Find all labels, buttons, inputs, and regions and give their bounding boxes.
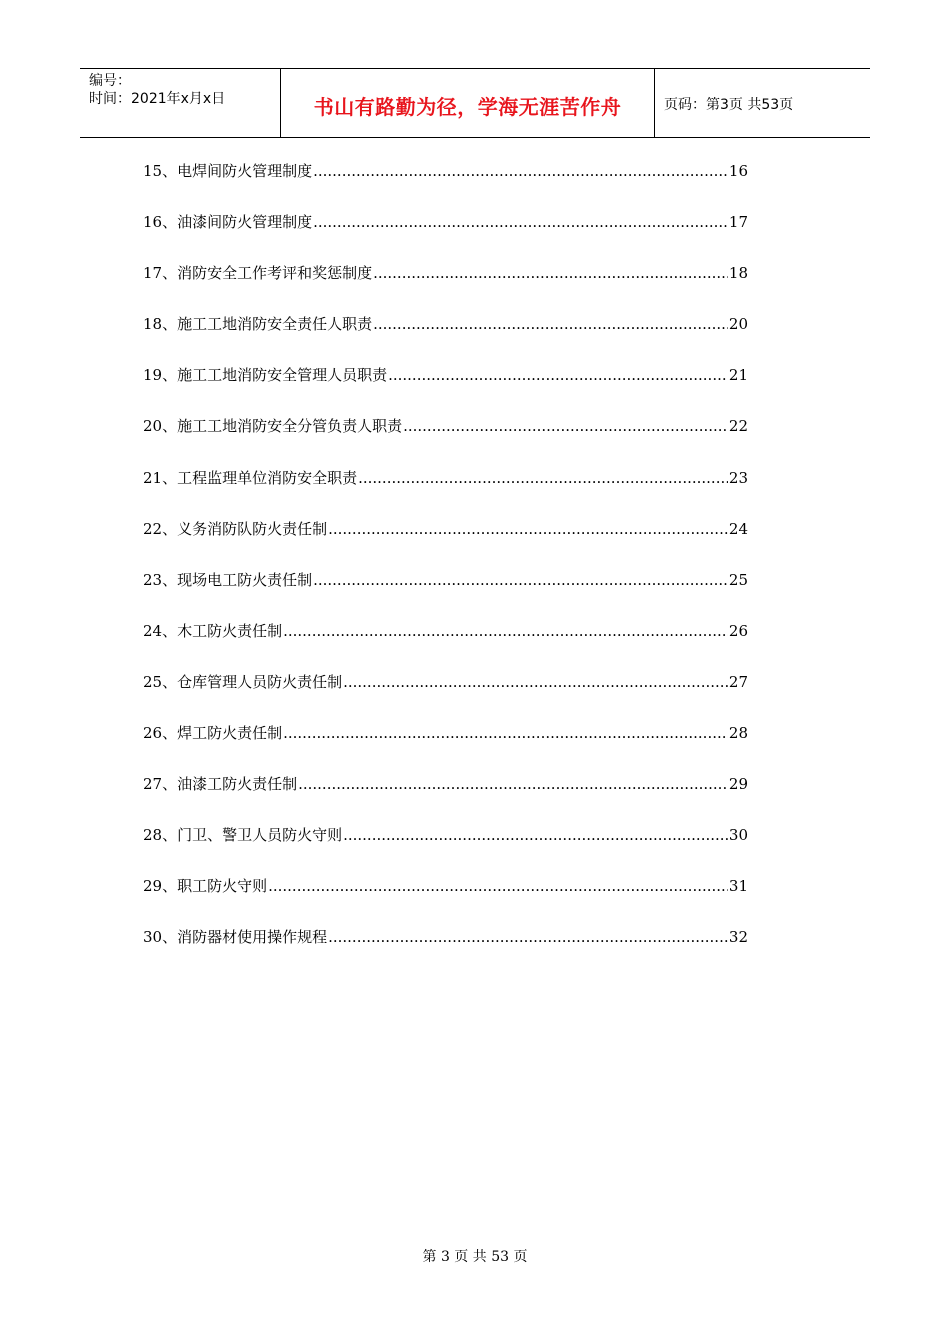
- toc-entry-page: 27: [728, 672, 748, 691]
- toc-entry[interactable]: [143, 518, 748, 569]
- toc-entry[interactable]: [143, 160, 748, 211]
- toc-entry[interactable]: [143, 824, 748, 875]
- toc-dot-leader: [373, 313, 728, 335]
- toc-entry-page: 22: [728, 417, 748, 436]
- toc-entry[interactable]: [143, 926, 748, 977]
- toc-entry-page: 29: [728, 775, 748, 794]
- toc-entry-page: 16: [728, 162, 748, 180]
- toc-entry-page: 30: [728, 826, 748, 845]
- toc-entry-title: 21、工程监理单位消防安全职责: [143, 468, 358, 487]
- toc-entry-title: 22、义务消防队防火责任制: [143, 519, 328, 538]
- header-page-cell: [655, 69, 870, 137]
- header-page-code: 页码：第3页 共53页: [664, 97, 794, 113]
- toc-entry-title: 28、门卫、警卫人员防火守则: [143, 826, 343, 845]
- toc-entry[interactable]: [143, 875, 748, 926]
- toc-dot-leader: [358, 467, 728, 489]
- toc-entry-title: 17、消防安全工作考评和奖惩制度: [143, 264, 373, 283]
- toc-entry-title: 15、电焊间防火管理制度: [143, 162, 313, 180]
- toc-entry[interactable]: [143, 313, 748, 364]
- toc-entry[interactable]: [143, 671, 748, 722]
- toc-dot-leader: [373, 262, 728, 284]
- toc-entry-title: 27、油漆工防火责任制: [143, 775, 298, 794]
- toc-entry-page: 31: [728, 877, 748, 896]
- toc-dot-leader: [343, 824, 728, 846]
- toc-entry-title: 24、木工防火责任制: [143, 621, 283, 640]
- toc-dot-leader: [313, 211, 728, 233]
- toc-entry-page: 25: [728, 570, 748, 589]
- toc-entry-title: 23、现场电工防火责任制: [143, 570, 313, 589]
- document-number-label: 编号：: [89, 73, 131, 89]
- toc-dot-leader: [283, 722, 728, 744]
- toc-dot-leader: [268, 875, 728, 897]
- toc-dot-leader: [328, 926, 728, 948]
- toc-entry-title: 18、施工工地消防安全责任人职责: [143, 315, 373, 334]
- page-header: [80, 68, 870, 138]
- toc-entry-page: 18: [728, 264, 748, 283]
- toc-entry-page: 26: [728, 621, 748, 640]
- toc-entry[interactable]: [143, 620, 748, 671]
- header-meta-cell: [80, 69, 281, 137]
- document-date: 时间：2021年x月x日: [89, 91, 226, 107]
- toc-dot-leader: [343, 671, 728, 693]
- toc-entry-title: 20、施工工地消防安全分管负责人职责: [143, 417, 403, 436]
- toc-entry[interactable]: [143, 722, 748, 773]
- toc-entry[interactable]: [143, 262, 748, 313]
- toc-dot-leader: [298, 773, 728, 795]
- toc-entry-page: 24: [728, 519, 748, 538]
- toc-entry-page: 20: [728, 315, 748, 334]
- toc-entry-title: 26、焊工防火责任制: [143, 724, 283, 743]
- toc-entry-page: 23: [728, 468, 748, 487]
- toc-dot-leader: [313, 160, 728, 182]
- page-footer: 第 3 页 共 53 页: [422, 1249, 528, 1265]
- toc-dot-leader: [313, 569, 728, 591]
- toc-dot-leader: [403, 415, 728, 437]
- toc-dot-leader: [283, 620, 728, 642]
- toc-dot-leader: [388, 364, 728, 386]
- header-motto: 书山有路勤为径，学海无涯苦作舟: [313, 95, 622, 119]
- toc-entry[interactable]: [143, 569, 748, 620]
- toc-entry-title: 29、职工防火守则: [143, 877, 268, 896]
- toc-entry[interactable]: [143, 211, 748, 262]
- toc-entry-page: 28: [728, 724, 748, 743]
- toc-entry-title: 30、消防器材使用操作规程: [143, 928, 328, 947]
- toc-entry[interactable]: [143, 415, 748, 466]
- header-motto-cell: [281, 69, 655, 137]
- table-of-contents: [143, 160, 748, 978]
- toc-entry-title: 25、仓库管理人员防火责任制: [143, 672, 343, 691]
- toc-entry[interactable]: [143, 467, 748, 518]
- toc-entry[interactable]: [143, 364, 748, 415]
- toc-entry-title: 19、施工工地消防安全管理人员职责: [143, 366, 388, 385]
- toc-entry-page: 17: [728, 213, 748, 232]
- toc-entry-page: 21: [728, 366, 748, 385]
- toc-entry-title: 16、油漆间防火管理制度: [143, 213, 313, 232]
- toc-entry-page: 32: [728, 928, 748, 947]
- toc-entry[interactable]: [143, 773, 748, 824]
- toc-dot-leader: [328, 518, 728, 540]
